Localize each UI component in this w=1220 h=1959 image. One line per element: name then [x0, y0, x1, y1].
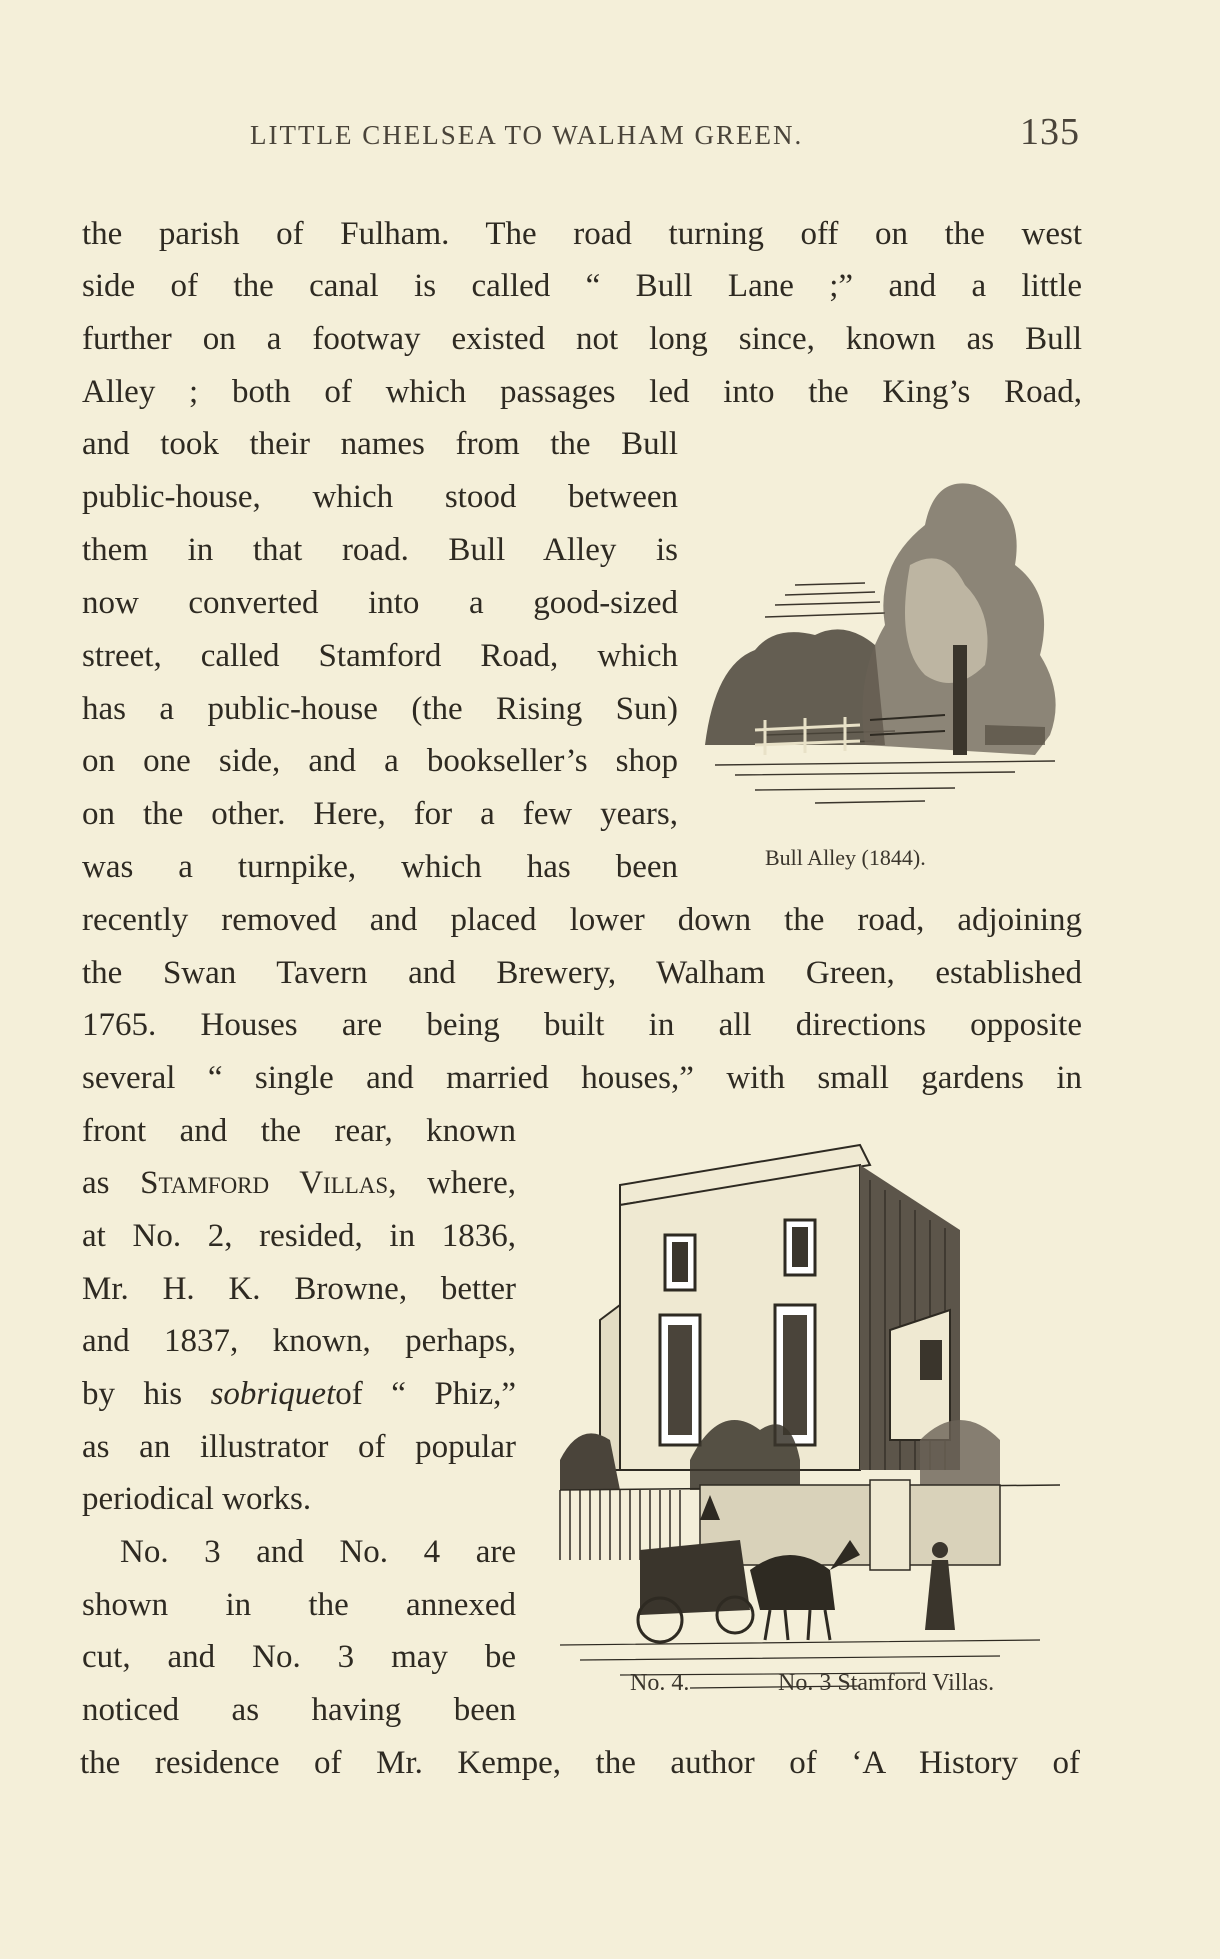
text-line: on one side, and a bookseller’s shop: [82, 743, 678, 779]
text-line: was a turnpike, which has been: [82, 849, 678, 885]
stamford-villas-smallcaps: Stamford Villas,: [140, 1165, 397, 1201]
text-line: the Swan Tavern and Brewery, Walham Green, established: [82, 955, 1082, 991]
villas-caption-right: No. 3 Stamford Villas.: [778, 1670, 995, 1696]
text-line: 1765. Houses are being built in all directions opposite: [82, 1007, 1082, 1043]
text-line: [82, 1163, 516, 1203]
text-fragment: of “ Phiz,”: [335, 1376, 517, 1412]
page-number: 135: [1020, 111, 1080, 153]
villas-caption-left: No. 4.: [630, 1670, 690, 1696]
text-line: street, called Stamford Road, which: [82, 638, 678, 674]
text-line: No. 3 and No. 4 are: [120, 1534, 516, 1570]
text-line: the residence of Mr. Kempe, the author of ‘A History of: [80, 1745, 1080, 1781]
text-line: now converted into a good-sized: [82, 585, 678, 621]
text-line: [82, 1374, 516, 1414]
text-line: noticed as having been: [82, 1692, 516, 1728]
text-line: side of the canal is called “ Bull Lane ;” and a little: [82, 268, 1082, 304]
text-line: Mr. H. K. Browne, better: [82, 1271, 516, 1307]
text-fragment: as: [82, 1165, 141, 1201]
text-fragment: where,: [396, 1165, 516, 1201]
bull-alley-caption: Bull Alley (1844).: [765, 845, 926, 870]
text-line: public-house, which stood between: [82, 479, 678, 515]
text-line: as an illustrator of popular: [82, 1429, 516, 1465]
text-line: at No. 2, resided, in 1836,: [82, 1218, 516, 1254]
text-line: has a public-house (the Rising Sun): [82, 691, 678, 727]
text-line: further on a footway existed not long since, known as Bull: [82, 321, 1082, 357]
running-header: [250, 111, 1080, 153]
text-line: and took their names from the Bull: [82, 426, 678, 462]
text-line: cut, and No. 3 may be: [82, 1639, 516, 1675]
bull-alley-illustration: [695, 445, 1075, 870]
text-line: Alley ; both of which passages led into the King’s Road,: [82, 374, 1082, 410]
sobriquet-italic: sobriquet: [210, 1376, 336, 1412]
text-line: them in that road. Bull Alley is: [82, 532, 678, 568]
text-line: the parish of Fulham. The road turning off on the west: [82, 216, 1082, 252]
text-line: several “ single and married houses,” with small gardens in: [82, 1060, 1082, 1096]
stamford-villas-illustration: [560, 1140, 1070, 1700]
text-line: recently removed and placed lower down the road, adjoining: [82, 902, 1082, 938]
text-line: shown in the annexed: [82, 1587, 516, 1623]
text-line: and 1837, known, perhaps,: [82, 1323, 516, 1359]
text-fragment: by his: [82, 1376, 211, 1412]
text-line: front and the rear, known: [82, 1113, 516, 1149]
text-line: periodical works.: [82, 1481, 312, 1517]
running-title: LITTLE CHELSEA TO WALHAM GREEN.: [250, 120, 804, 150]
text-line: on the other. Here, for a few years,: [82, 796, 678, 832]
